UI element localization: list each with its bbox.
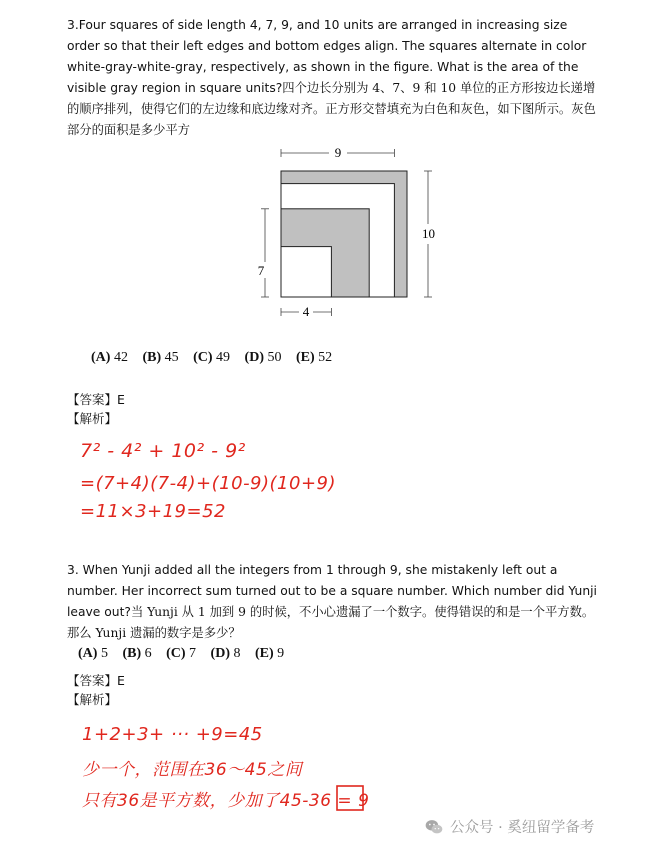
q2-choice-a: (A) 5 (78, 646, 108, 661)
watermark-text: 公众号 · 奚纽留学备考 (450, 820, 595, 836)
watermark (424, 816, 594, 837)
q1-choice-d: (D) 50 (244, 350, 282, 365)
q2-hand-line-2: 少一个，范围在36～45之间 (82, 760, 303, 780)
q1-text (67, 15, 603, 141)
q2-choice-d: (D) 8 (210, 646, 241, 661)
q1-text-en: 3.Four squares of side length 4, 7, 9, and 10 units are arranged in increasing size order so that their left edges and bottom edges align. The squares alternate in color white-gray-white-gray, respectively, as shown in the figure. What is the area of the visible gray region in square units? (67, 18, 587, 95)
q1-answer-label: 【答案】E (67, 392, 125, 407)
q2-answer-label: 【答案】E (67, 673, 125, 688)
q2-analysis-label: 【解析】 (67, 692, 118, 707)
q1-text-cn: 四个边长分别为 4、7、9 和 10 单位的正方形按边长递增的顺序排列，使得它们的左边缘和底边缘对齐。正方形交替填充为白色和灰色，如下图所示。灰色部分的面积是多少平方 (67, 81, 596, 137)
q1-hand-line-2: =(7+4)(7-4)+(10-9)(10+9) (80, 473, 337, 494)
square-4-white (281, 247, 331, 297)
q2-choice-e: (E) 9 (254, 646, 285, 661)
q1-figure (255, 140, 445, 320)
q1-hand-line-1: 7² - 4² + 10² - 9² (80, 440, 246, 462)
q1-hand-line-3: =11×3+19=52 (80, 501, 226, 522)
label-9: 9 (334, 145, 342, 160)
wechat-icon (424, 817, 444, 837)
q2-choice-c: (C) 7 (166, 646, 197, 661)
q2-text-cn: 当 Yunji 从 1 加到 9 的时候，不小心遗漏了一个数字。使得错误的和是一个平方数。那么 Yunji 遗漏的数字是多少？ (67, 605, 595, 640)
q1-choice-a: (A) 42 (91, 350, 128, 365)
q2-choices (78, 646, 295, 662)
q1-analysis-label: 【解析】 (67, 411, 118, 426)
q1-choice-c: (C) 49 (193, 350, 231, 365)
dim-left (261, 209, 269, 297)
q2-choice-b: (B) 6 (122, 646, 152, 661)
q2-hand-line-1: 1+2+3+ ··· +9=45 (82, 724, 263, 745)
q1-choices (91, 350, 343, 366)
q2-hand-line-3: 只有36是平方数，少加了45-36 = 9 (82, 791, 370, 811)
label-7: 7 (257, 263, 265, 278)
label-10: 10 (422, 226, 435, 241)
label-4: 4 (302, 304, 310, 319)
q1-choice-b: (B) 45 (142, 350, 179, 365)
q1-choice-e: (E) 52 (295, 350, 333, 365)
q2-text-en: 3. When Yunji added all the integers from 1 through 9, she mistakenly left out a number. Her incorrect sum turned out to be a square number. Which number did Yunji leave out? (67, 563, 597, 619)
q2-answer-box (334, 784, 368, 812)
q2-text (67, 560, 603, 644)
